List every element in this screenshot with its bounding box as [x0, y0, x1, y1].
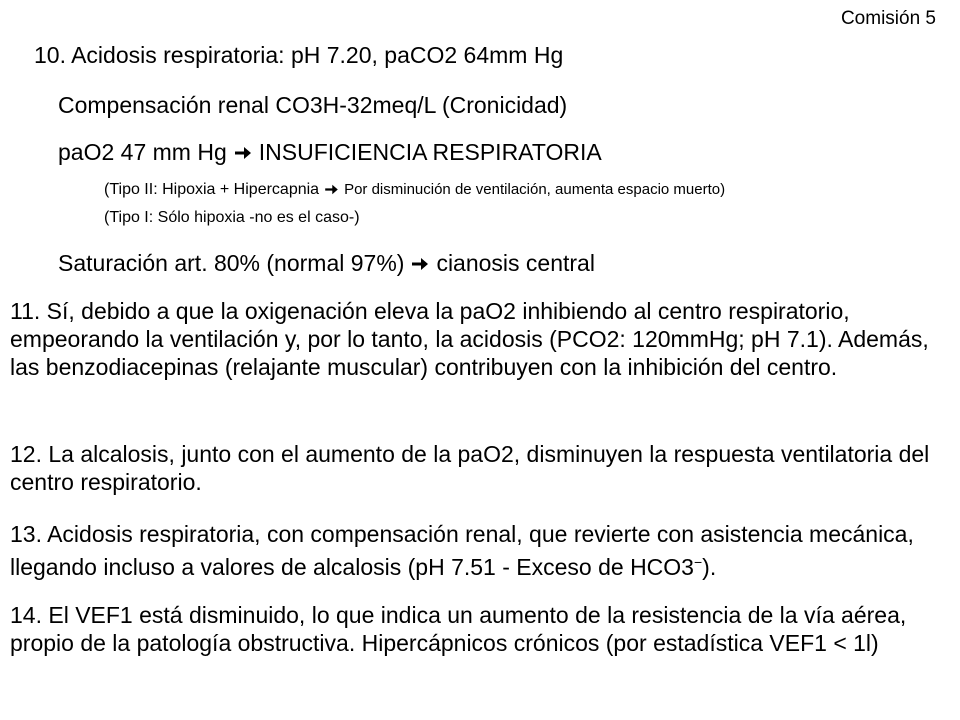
item-12: 12. La alcalosis, junto con el aumento de la paO2, disminuyen la respuesta ventilatoria del centro respiratorio. — [10, 441, 930, 495]
pao2-value: paO2 47 mm Hg — [58, 139, 227, 165]
diagnosis-text: INSUFICIENCIA RESPIRATORIA — [258, 139, 602, 165]
item-11: 11. Sí, debido a que la oxigenación eleva la paO2 inhibiendo al centro respiratorio, empeorando la ventilación y, por lo tanto, la acidosis (PCO2: 120mmHg; pH 7.1). Además, las benzodiacepinas (relajante muscular) contribuyen con la inhibición del centro. — [10, 298, 929, 380]
item-14: 14. El VEF1 está disminuido, lo que indica un aumento de la resistencia de la vía aérea, propio de la patología obstructiva. Hipercápnicos crónicos (por estadística VEF1 < 1l) — [10, 602, 907, 656]
cyanosis-text: cianosis central — [436, 250, 595, 276]
item-13-text: 13. Acidosis respiratoria, con compensación renal, que revierte con asistencia mecánica, llegando incluso a valores de alcalosis (pH 7.51 - Exceso de HCO3 — [10, 521, 914, 580]
item-10-line-6 — [58, 252, 595, 275]
saturation-text: Saturación art. 80% (normal 97%) — [58, 250, 405, 276]
item-10-line-5: (Tipo I: Sólo hipoxia -no es el caso-) — [104, 209, 360, 226]
right-arrow-icon — [325, 182, 338, 198]
item-13 — [10, 520, 950, 581]
item-10-line-2: Compensación renal CO3H-32meq/L (Cronicidad) — [58, 92, 568, 118]
right-arrow-icon — [412, 252, 428, 275]
item-13-superscript: − — [693, 554, 703, 570]
commission-label: Comisión 5 — [840, 8, 936, 29]
tipo-ii-cause: Por disminución de ventilación, aumenta espacio muerto) — [344, 181, 726, 198]
item-10-line-3 — [58, 141, 602, 164]
item-13-end: ). — [702, 554, 717, 580]
right-arrow-icon — [235, 141, 251, 164]
item-10-line-4 — [104, 182, 725, 198]
tipo-ii-text: (Tipo II: Hipoxia + Hipercapnia — [104, 181, 320, 198]
item-10-line-1: 10. Acidosis respiratoria: pH 7.20, paCO2 64mm Hg — [34, 42, 564, 68]
